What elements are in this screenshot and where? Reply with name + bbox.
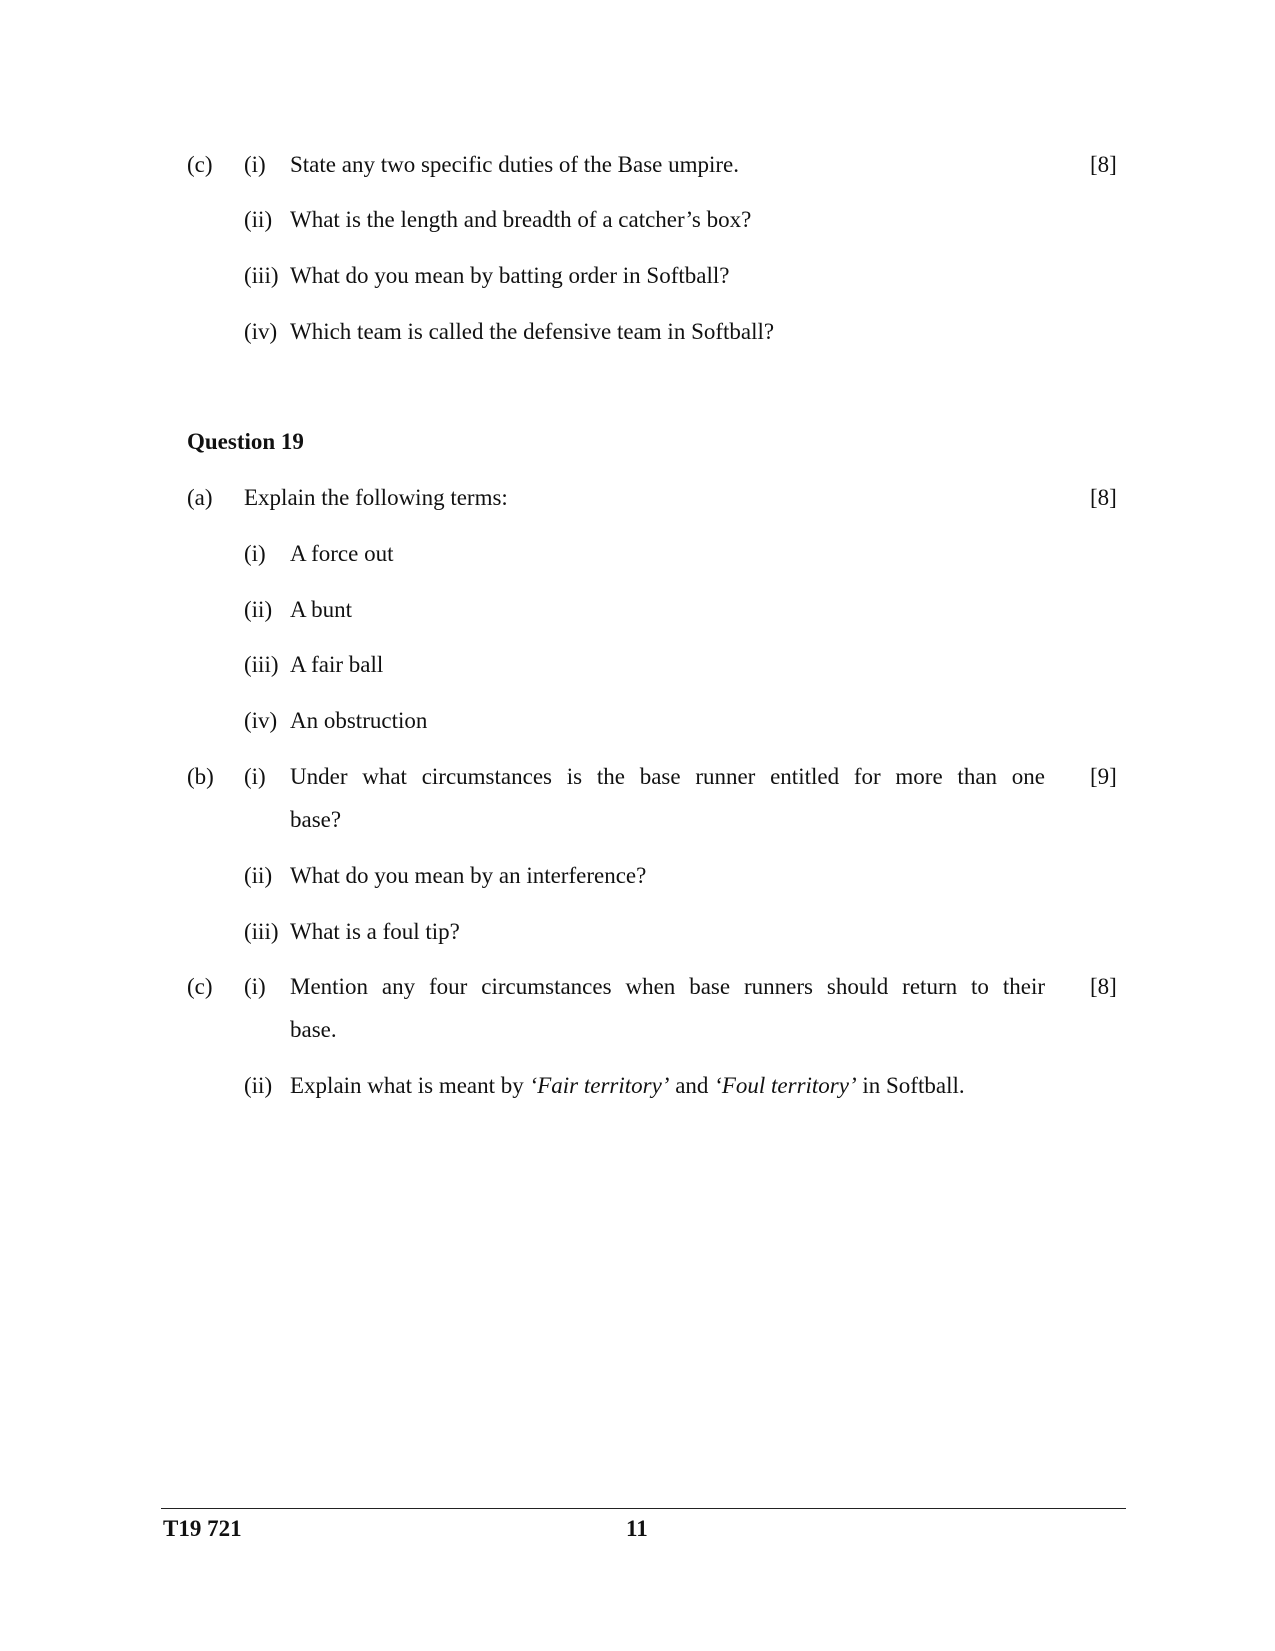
item-number: (iv) bbox=[244, 319, 278, 344]
question-text-line1: Under what circumstances is the base runner entitled for more than one bbox=[290, 764, 1045, 789]
question-text: What is the length and breadth of a catcher’s box? bbox=[290, 207, 752, 232]
item-number: (i) bbox=[244, 541, 266, 566]
part-label: (b) bbox=[187, 764, 214, 789]
term-fair-territory: ‘Fair territory’ bbox=[529, 1073, 670, 1098]
item-number: (ii) bbox=[244, 207, 273, 232]
section-18c-label: (c) bbox=[187, 152, 213, 177]
question-text-line1: Mention any four circumstances when base runners should return to their bbox=[290, 974, 1045, 999]
term-text: A force out bbox=[290, 541, 394, 566]
marks-label: [9] bbox=[1090, 764, 1117, 789]
paper-code: T19 721 bbox=[163, 1516, 242, 1541]
item-number: (ii) bbox=[244, 1073, 273, 1098]
term-text: A bunt bbox=[290, 597, 352, 622]
term-foul-territory: ‘Foul territory’ bbox=[714, 1073, 857, 1098]
question-text: State any two specific duties of the Base umpire. bbox=[290, 152, 740, 177]
item-number: (i) bbox=[244, 152, 266, 177]
question-text-line2: base. bbox=[290, 1017, 337, 1042]
question-text: What do you mean by batting order in Softball? bbox=[290, 263, 730, 288]
item-number: (iii) bbox=[244, 263, 279, 288]
item-number: (iii) bbox=[244, 919, 279, 944]
question-text: What is a foul tip? bbox=[290, 919, 460, 944]
marks-label: [8] bbox=[1090, 485, 1117, 510]
marks-label: [8] bbox=[1090, 974, 1117, 999]
question-heading: Question 19 bbox=[187, 429, 304, 454]
item-number: (i) bbox=[244, 764, 266, 789]
item-number: (ii) bbox=[244, 597, 273, 622]
item-number: (iv) bbox=[244, 708, 278, 733]
question-text-line2: base? bbox=[290, 807, 342, 832]
question-text-post: in Softball. bbox=[862, 1073, 965, 1098]
question-text: Explain the following terms: bbox=[244, 485, 508, 510]
question-text bbox=[290, 1074, 965, 1097]
term-text: An obstruction bbox=[290, 708, 428, 733]
footer-rule bbox=[161, 1508, 1126, 1509]
question-text-pre: Explain what is meant by bbox=[290, 1073, 524, 1098]
question-text-mid: and bbox=[675, 1073, 709, 1098]
marks-label: [8] bbox=[1090, 152, 1117, 177]
item-number: (i) bbox=[244, 974, 266, 999]
part-label: (c) bbox=[187, 974, 213, 999]
question-text: Which team is called the defensive team in Softball? bbox=[290, 319, 775, 344]
item-number: (ii) bbox=[244, 863, 273, 888]
part-label: (a) bbox=[187, 485, 213, 510]
page-number: 11 bbox=[626, 1516, 648, 1541]
term-text: A fair ball bbox=[290, 652, 384, 677]
question-text: What do you mean by an interference? bbox=[290, 863, 647, 888]
item-number: (iii) bbox=[244, 652, 279, 677]
